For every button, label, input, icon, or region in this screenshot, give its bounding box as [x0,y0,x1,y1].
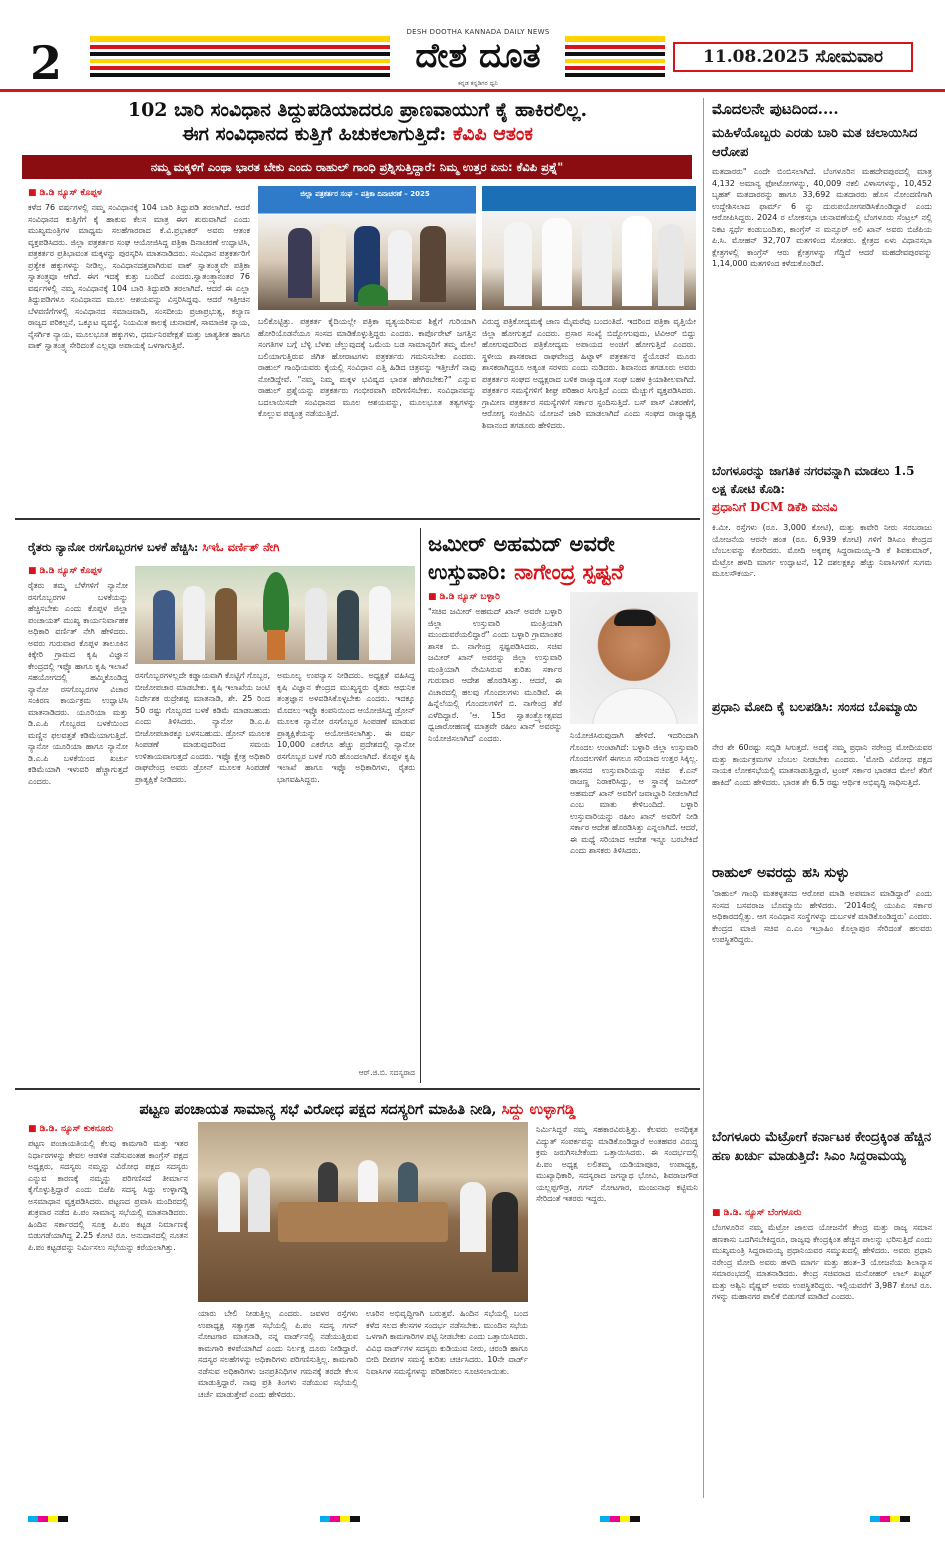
zameer-headline-accent: ನಾಗೇಂದ್ರ ಸ್ಪಷ್ಟನೆ [514,559,624,584]
photo-banner-text: ಜಿಲ್ಲಾ ಪತ್ರಕರ್ತರ ಸಂಘ – ಪತ್ರಿಕಾ ದಿನಾಚರಣೆ – 2025 [300,190,430,198]
sidebar-kicker: ಮೊದಲನೇ ಪುಟದಿಂದ.... [712,100,839,118]
farmers-column-3: ಅಮೂಲ್ಯ ಉಪನ್ಯಾಸ ನೀಡಿದರು. ಅಧ್ಯಕ್ಷತೆ ವಹಿಸಿದ್ದ ಕೃಷಿ ವಿಜ್ಞಾನ ಕೇಂದ್ರದ ಮುಖ್ಯಸ್ಥರು ರೈತರು ಆಧುನಿಕ ತಂತ್ರಜ್ಞಾನ ಅಳವಡಿಸಿಕೊಳ್ಳಬೇಕು ಎಂದರು. ಇದಕ್ಕೂ ಮೊದಲು ಇಫ್ಕೊ ಕಂಪನಿಯಿಂದ ಆಯೋಜಿಸಿದ್ದ ಡ್ರೋನ್ ಮೂಲಕ ನ್ಯಾನೋ ರಸಗೊಬ್ಬರ ಸಿಂಪಡಣೆ ಮಾಡುವ ಪ್ರಾತ್ಯಕ್ಷಿಕೆಯನ್ನು ಆಯೋಜಿಸಲಾಗಿತ್ತು. ಈ ವರ್ಷ 10,000 ಎಕರೆಗೂ ಹೆಚ್ಚು ಪ್ರದೇಶದಲ್ಲಿ ನ್ಯಾನೋ ರಸಗೊಬ್ಬರ ಬಳಕೆ ಗುರಿ ಹೊಂದಲಾಗಿದೆ. ಕೊಪ್ಪಳ ಕೃಷಿ ಇಲಾಖೆ ಹಾಗೂ ಇಫ್ಕೊ ಅಧಿಕಾರಿಗಳು, ರೈತರು ಭಾಗವಹಿಸಿದ್ದರು. [277,671,415,784]
farmers-column-1: ರೈತರು ತಮ್ಮ ಬೆಳೆಗಳಿಗೆ ನ್ಯಾನೋ ರಸಗೊಬ್ಬರಗಳ ಬಳಕೆಯನ್ನು ಹೆಚ್ಚಿಸಬೇಕು ಎಂದು ಕೊಪ್ಪಳ ಜಿಲ್ಲಾ ಪಂಚಾಯತ್ ಮುಖ್ಯ ಕಾರ್ಯನಿರ್ವಾಹಕ ಅಧಿಕಾರಿ ವರ್ಣಿತ್ ನೇಗಿ ಹೇಳಿದರು. ಅವರು ಗುರುವಾರ ಕೊಪ್ಪಳ ತಾಲೂಕಿನ ಕಿಕ್ಕೇರಿ ಗ್ರಾಮದ ಕೃಷಿ ವಿಜ್ಞಾನ ಕೇಂದ್ರದಲ್ಲಿ ಇಫ್ಕೊ ಹಾಗೂ ಕೃಷಿ ಇಲಾಖೆ ಸಹಯೋಗದಲ್ಲಿ ಹಮ್ಮಿಕೊಂಡಿದ್ದ ನ್ಯಾನೋ ರಸಗೊಬ್ಬರಗಳ ವಿಚಾರ ಸಂಕಿರಣ ಕಾರ್ಯಕ್ರಮ ಉದ್ಘಾಟಿಸಿ ಮಾತನಾಡಿದರು. ಯೂರಿಯಾ ಮತ್ತು ಡಿ.ಎ.ಪಿ ಗೊಬ್ಬರದ ಬಳಕೆಯಿಂದ ಮಣ್ಣಿನ ಫಲವತ್ತತೆ ಕಡಿಮೆಯಾಗುತ್ತಿದೆ. ನ್ಯಾನೋ ಯೂರಿಯಾ ಹಾಗೂ ನ್ಯಾನೋ ಡಿ.ಎ.ಪಿ ಬಳಕೆಯಿಂದ ಖರ್ಚು ಕಡಿಮೆಯಾಗಿ ಇಳುವರಿ ಹೆಚ್ಚಾಗುತ್ತದೆ ಎಂದರು. [28,581,128,786]
town-byline: ■ ಡಿ.ಡಿ. ನ್ಯೂಸ್ ಕುಕನೂರು [28,1124,114,1134]
town-column-2: ಯಾರು ಬೇಲಿ ನೀಡುತ್ತಿಲ್ಲ ಎಂದರು. ಜವಳರ ರಸ್ತೆಗಳು ಉಪಾಧ್ಯಕ್ಷ ಸತ್ಯಾಗ್ರಹ ಸಭೆಯಲ್ಲಿ ಪಿ.ಪಂ ಸದಸ್ಯ ಗಗನ್ ನೋಟಗಾರ ಮಾತನಾಡಿ, ನನ್ನ ವಾರ್ಡ್‌ನಲ್ಲಿ ನಡೆಯುತ್ತಿರುವ ಕಾಮಗಾರಿ ಕಳಪೆಯಾಗಿದೆ ಎಂದು ನಿರ್ಲಕ್ಷ ದೂರು ನೀಡಿದ್ದಾರೆ. ಸದಸ್ಯರ ಸಲಹೆಗಳನ್ನು ಅಧಿಕಾರಿಗಳು ಪರಿಗಣಿಸುತ್ತಿಲ್ಲ. ಕಾಮಗಾರಿ ನಡೆಸುವ ಅಧಿಕಾರಿಗಳು ಜನಪ್ರತಿನಿಧಿಗಳ ಗಮನಕ್ಕೆ ತರದೇ ಕೆಲಸ ಮಾಡುತ್ತಿದ್ದಾರೆ. ನಾವು ಪ್ರತಿ ತಿಂಗಳು ನಡೆಯುವ ಸಭೆಯಲ್ಲಿ ಚರ್ಚೆ ಮಾಡುತ್ತೇವೆ ಎಂದು ಹೇಳಿದರು. [198,1309,358,1399]
town-headline-accent: ಸಿದ್ದು ಉಳ್ಳಾಗಡ್ಡಿ [501,1101,576,1118]
sidebar-story1-headline: ಮಹಿಳೆಯೊಬ್ಬರು ಎರಡು ಬಾರಿ ಮತ ಚಲಾಯಿಸಿದ ಆರೋಪ [712,126,918,160]
lead-byline: ■ ಡಿ.ಡಿ ನ್ಯೂಸ್ ಕೊಪ್ಪಳ [28,188,102,198]
sidebar-story3-headline: ಪ್ರಧಾನಿ ಮೋದಿ ಕೈ ಬಲಪಡಿಸಿ: ಸಂಸದ ಬೊಮ್ಮಾಯಿ [712,699,918,714]
town-column-3: ಊರಿನ ಅಭಿವೃದ್ಧಿಗಾಗಿ ಬರುತ್ತವೆ. ಹಿಂದಿನ ಸಭೆಯಲ್ಲಿ ಬಂದ ಕಳೆದ ಸಲದ ಕೆಲಸಗಳ ಸಂದರ್ಭ ನಡೆಸಬೇಕು. ಮುಂದಿನ ಸಭೆಯ ಒಳಗಾಗಿ ಕಾಮಗಾರಿಗಳ ಪಟ್ಟಿ ನೀಡಬೇಕು ಎಂದು ಒತ್ತಾಯಿಸಿದರು. ವಿವಿಧ ವಾರ್ಡ್‌ಗಳ ಸದಸ್ಯರು ಕುಡಿಯುವ ನೀರು, ಚರಂಡಿ ಹಾಗೂ ಬೀದಿ ದೀಪಗಳ ಸಮಸ್ಯೆ ಕುರಿತು ಚರ್ಚಿಸಿದರು. 10ನೇ ವಾರ್ಡ್ ನಿವಾಸಿಗಳ ಸಮಸ್ಯೆಗಳನ್ನು ಪರಿಹರಿಸಲು ಸೂಚಿಸಲಾಯಿತು. [366,1309,528,1376]
town-column-1: ಪಟ್ಟಣ ಪಂಚಾಯತಿಯಲ್ಲಿ ಕೆಲವು ಕಾಮಗಾರಿ ಮತ್ತು ಇತರ ನಿರ್ಧಾರಗಳನ್ನು ಕೇವಲ ಆಡಳಿತ ನಡೆಸುವಂತಹ ಕಾಂಗ್ರೆಸ್ ಪಕ್ಷದ ಅಧ್ಯಕ್ಷರು, ಸದಸ್ಯರು ನಮ್ಮನ್ನು ವಿರೋಧ ಪಕ್ಷದ ಸದಸ್ಯರು ಎನ್ನುವ ಕಾರಣಕ್ಕೆ ನಮ್ಮನ್ನು ಪರಿಗಣಿಸದೆ ತೀರ್ಮಾನ ಕೈಗೊಳ್ಳುತ್ತಿದ್ದಾರೆ ಎಂದು ಬಿಜೆಪಿ ಸದಸ್ಯ ಸಿದ್ದು ಉಳ್ಳಾಗಡ್ಡಿ ಅಸಮಾಧಾನ ವ್ಯಕ್ತಪಡಿಸಿದರು. ಪಟ್ಟಣದ ಪ್ರವಾಸಿ ಮಂದಿರದಲ್ಲಿ ಶುಕ್ರವಾರ ನಡೆದ ಪಿ.ಪಂ ಸಾಮಾನ್ಯ ಸಭೆಯಲ್ಲಿ ಮಾತನಾಡಿದರು. ಹಿಂದಿನ ಸರ್ಕಾರದಲ್ಲಿ ಸೂಕ್ತ ಪಿ.ಪಂ ಕಟ್ಟಡ ನಿರ್ಮಾಣಕ್ಕೆ ಬಿಡುಗಡೆಯಾಗಿದ್ದ 2.25 ಕೋಟಿ ರೂ. ಅನುದಾನದಲ್ಲಿ ನೂತನ ಪಿ.ಪಂ ಕಟ್ಟಡವನ್ನು ನಿರ್ಮಿಸಲು ಸಭೆಯನ್ನು ಕರೆಯಲಾಗಿತ್ತು. [28,1139,188,1252]
zameer-column-2: ನಿಯೋಜಿಸಿರುವುದಾಗಿ ಹೇಳಿದೆ. ಇದರಿಂದಾಗಿ ಗೊಂದಲ ಉಂಟಾಗಿದೆ: ಬಳ್ಳಾರಿ ಜಿಲ್ಲಾ ಉಸ್ತುವಾರಿ ಗೊಂದಲಗಳಿಗೆ ಈಗಲೂ ಸರಿಯಾದ ಉತ್ತರ ಸಿಕ್ಕಿಲ್ಲ. ಹಾಸನದ ಉಸ್ತುವಾರಿಯನ್ನು ಸಚಿವ ಕೆ.ಎನ್ ರಾಜಣ್ಣ ನಿರಾಕರಿಸಿದ್ದು, ಆ ಸ್ಥಾನಕ್ಕೆ ಜಮೀರ್ ಅಹಮದ್ ಖಾನ್ ಅವರಿಗೆ ಜವಾಬ್ದಾರಿ ನೀಡಲಾಗಿದೆ ಎಂಬ ಮಾತು ಕೇಳಿಬಂದಿದೆ. ಬಳ್ಳಾರಿ ಉಸ್ತುವಾರಿಯನ್ನು ರಹೀಂ ಖಾನ್ ಅವರಿಗೆ ನೀಡಿ ಸರ್ಕಾರ ಆದೇಶ ಹೊರಡಿಸಿತ್ತು ಎನ್ನಲಾಗಿದೆ. ಆದರೆ, ಈ ಮಧ್ಯೆ ಸರಿಯಾದ ಆದೇಶ ಇನ್ನೂ ಬರಬೇಕಿದೆ ಎಂದು ಶಾಸಕರು ತಿಳಿಸಿದರು. [570,731,698,855]
farmers-headline-accent: ಸಿಇಓ ವರ್ಣಿತ್ ನೇಗಿ [202,540,280,554]
lead-event-photo [258,186,476,310]
masthead-logo: ದೇಶ ದೂತ [415,36,541,76]
sidebar-story4-headline: ರಾಹುಲ್ ಅವರದ್ದು ಹಸಿ ಸುಳ್ಳು [712,865,850,881]
sidebar-story2-headline [712,462,932,516]
nagendra-portrait [570,592,698,724]
zameer-headline [428,530,698,586]
masthead-stripe-right [565,36,665,74]
sidebar-story2-headline-accent: ಪ್ರಧಾನಿಗೆ DCM ಡಿಕೆಶಿ ಮನವಿ [712,500,838,514]
lead-headline-line2-text: ಈಗ ಸಂವಿಧಾನದ ಕುತ್ತಿಗೆ ಹಿಚುಕಲಾಗುತ್ತಿದೆ: [182,123,447,145]
issue-date: 11.08.2025 ಸೋಮವಾರ [673,42,913,72]
lead-subhead: ನಮ್ಮ ಮಕ್ಕಳಿಗೆ ಎಂಥಾ ಭಾರತ ಬೇಕು ಎಂದು ರಾಹುಲ್ ಗಾಂಧಿ ಪ್ರಶ್ನಿಸುತ್ತಿದ್ದಾರೆ: ನಿಮ್ಮ ಉತ್ತರ ಏನು: ಕೆವಿಪಿ ಪ್ರಶ್ನೆ" [22,155,692,179]
sidebar-story5-body: ಬೆಂಗಳೂರಿನ ನಮ್ಮ ಮೆಟ್ರೋ ಜಾಲದ ಯೋಜನೆಗೆ ಕೇಂದ್ರ ಮತ್ತು ರಾಜ್ಯ ಸಮಾನ ಹಣಕಾಸು ಒದಗಿಸಬೇಕಿದ್ದರೂ, ರಾಜ್ಯವು ಕೇಂದ್ರಕ್ಕಿಂತ ಹೆಚ್ಚಿನ ಪಾಲನ್ನು ಭರಿಸುತ್ತಿದೆ ಎಂದು ಮುಖ್ಯಮಂತ್ರಿ ಸಿದ್ದರಾಮಯ್ಯ ಪ್ರಧಾನಿಯವರ ಸಮ್ಮುಖದಲ್ಲಿ ಹೇಳಿದರು. ಅವರು ಪ್ರಧಾನಿ ನರೇಂದ್ರ ಮೋದಿ ಅವರು ಹಳದಿ ಮಾರ್ಗ ಮತ್ತು ಹಂತ–3 ಯೋಜನೆಯ ಶಿಲಾನ್ಯಾಸ ಸಮಾರಂಭದಲ್ಲಿ ಮಾತನಾಡಿದರು. ಕೇಂದ್ರ ಸಚಿವರಾದ ಮನೋಹರ್ ಲಾಲ್ ಖಟ್ಟರ್ ಮತ್ತು ಅಶ್ವಿನಿ ವೈಷ್ಣವ್ ಅವರು ಉಪಸ್ಥಿತರಿದ್ದರು. ಇಲ್ಲಿಯವರೆಗೆ 3,987 ಕೋಟಿ ರೂ. ಗಳನ್ನು ಮಹಾನಗರ ಪಾಲಿಕೆ ಬಿಡುಗಡೆ ಮಾಡಿದೆ ಎಂದರು. [712,1223,932,1301]
town-column-4: ನಿರ್ಮಿಸಿದ್ದರೆ ನಮ್ಮ ಸಹಕಾರವಿರುತ್ತಿತ್ತು. ಕೆಲವರು ಅನಧಿಕೃತ ವಿದ್ಯುತ್ ಸಂಪರ್ಕವನ್ನು ಮಾಡಿಕೊಂಡಿದ್ದಾರೆ ಅಂತಹವರ ವಿರುದ್ಧ ಕ್ರಮ ಜರುಗಿಸಬೇಕೆಂದು ಒತ್ತಾಯಿಸಿದರು. ಈ ಸಂದರ್ಭದಲ್ಲಿ ಪಿ.ಪಂ ಅಧ್ಯಕ್ಷ ಲಲಿತಮ್ಮ ಯಡಿಯಾಪೂರ, ಉಪಾಧ್ಯಕ್ಷ, ಮುಖ್ಯಾಧಿಕಾರಿ, ಸದಸ್ಯರಾದ ಜಗನ್ನಾಥ ಭೋವಿ, ಶಿವರಾಜಗೌಡ ಯಲ್ಲಪ್ಪಗೌಡ್ರ, ಗಗನ್ ನೋಟಗಾರ, ಮಂಜುನಾಥ ಕಟ್ಟಿಮನಿ ಸೇರಿದಂತೆ ಇತರರು ಇದ್ದರು. [536,1125,698,1203]
lead-column-2: ಬಲಿಕೊಟ್ಟಿತ್ತು. ಪತ್ರಕರ್ತ ಕೈದಿಯಲ್ಲೇ ಪತ್ರಿಕಾ ವ್ಯತ್ಯಯರಿಸುವ ಶಿಕ್ಷೆಗೆ ಗುರಿಯಾಗಿ ಹೋರಿಯೊಡನೆಯೂ ಸಂಸದ ಮಾಡಿಕೊಳ್ಳುತ್ತಿದ್ದರು ಎಂದರು. ಕಾರ್ಪೊರೇಟ್ ಜಗತ್ತಿನ ಸಂಗತಿಗಳ ಬಗ್ಗೆ ಬೆಳ್ಳಿ ಬೆಳಕು ಚೆಲ್ಲುವುದಕ್ಕೆ ಒಮೆಯ ಬಡ ಸಾಮಾನ್ಯರಿಗೆ ತಮ್ಮ ಮೇಲೆ ಬಲಿಯಾಗುತ್ತಿರುವ ಜಿಗಿತ ಹೋರಾಟಗಳು ಪತ್ರಕರ್ತರು ಗಮನಿಸಬೇಕು ಎಂದರು. ರಾಹುಲ್ ಗಾಂಧಿಯವರು ಕೈಯಲ್ಲಿ ಸಂವಿಧಾನ ಎತ್ತಿ ಹಿಡಿದ ಚಿತ್ರವನ್ನು ಇತ್ತೀಚೆಗೆ ನಾವು ನೋಡಿದ್ದೇವೆ. "ನಮ್ಮ ನಿಮ್ಮ ಮಕ್ಕಳ ಭವಿಷ್ಯದ ಭಾರತ ಹೇಗಿರಬೇಕು?" ಎನ್ನುವ ರಾಹುಲ್ ಪ್ರಶ್ನೆಯನ್ನು ಪತ್ರಕರ್ತರು ಗಂಭೀರವಾಗಿ ಪರಿಗಣಿಸಬೇಕು. ಸಂವಿಧಾನವನ್ನು ಬದಲಾಯಿಸದೇ ಸಂವಿಧಾನದ ಮೂಲ ಆಶಯವನ್ನು, ಮೂಲಭೂತ ತತ್ವಗಳನ್ನು ಕೊಲ್ಲುವ ಪಡ್ಯಂತ್ರ ನಡೆಯುತ್ತಿದೆ. [258,317,476,418]
zameer-byline: ■ ಡಿ.ಡಿ ನ್ಯೂಸ್ ಬಳ್ಳಾರಿ [428,592,500,602]
section-divider-1 [15,518,700,520]
lead-headline [15,98,700,146]
farmers-signoff: ಆರ್.ಜಿ.ಬಿ. ಸದಸ್ಯರಾದ [358,1068,415,1077]
masthead-stripe-left [90,36,390,74]
sidebar-story1-body: ಮತದಾರರು" ಎಂದೇ ಬಿಂಬಿಸಲಾಗಿದೆ. ಬೆಂಗಳೂರಿನ ಮಹದೇವಪುರದಲ್ಲಿ ಮಾತ್ರ 4,132 ಅಮಾನ್ಯ ಫೋಟೋಗಳನ್ನು, 40,009 ನಕಲಿ ವಿಳಾಸಗಳನ್ನು, 10,452 ಬೃಹತ್ ಮತದಾರರನ್ನು ಹಾಗೂ 33,692 ಮತದಾರರು ಹೊಸ ನೋಂದಣಿಗಾಗಿ ಉದ್ದೇಶಿಸಲಾದ ಫಾರ್ಮ್ 6 ನ್ನು ದುರುಪಯೋಗಪಡಿಸಿಕೊಂಡಿದ್ದಾರೆ ಎಂದು ಆರೋಪಿಸಿದ್ದರು. 2024 ರ ಲೋಕಸಭಾ ಚುನಾವಣೆಯಲ್ಲಿ ಬೆಂಗಳೂರು ಸೆಂಟ್ರಲ್ ನಲ್ಲಿ ನಿಕಟ ಸ್ಪರ್ಧೆ ಕಂಡುಬಂದಿತು, ಕಾಂಗ್ರೆಸ್ ನ ಮನ್ಸೂರ್ ಅಲಿ ಖಾನ್ ಅವರು ಬಿಜೆಪಿಯ ಪಿ.ಸಿ. ಮೋಹನ್ 32,707 ಮತಗಳಿಂದ ಸೋತರು. ಕ್ಷೇತ್ರದ ಏಳು ವಿಧಾನಸಭಾ ಕ್ಷೇತ್ರಗಳಲ್ಲಿ ಕಾಂಗ್ರೆಸ್ ಆರು ಕ್ಷೇತ್ರಗಳನ್ನು ಗೆದ್ದಿದೆ ಆದರೆ ಮಹದೇವಪುರವನ್ನು 1,14,000 ಮತಗಳಿಂದ ಕಳೆದುಕೊಂಡಿದೆ. [712,167,932,268]
farmers-byline: ■ ಡಿ.ಡಿ ನ್ಯೂಸ್ ಕೊಪ್ಪಳ [28,566,102,576]
masthead-tagline: DESH DOOTHA KANNADA DAILY NEWS [406,28,550,36]
section-divider-2 [15,1088,700,1090]
farmers-headline-text: ರೈತರು ನ್ಯಾನೋ ರಸಗೊಬ್ಬರಗಳ ಬಳಕೆ ಹೆಚ್ಚಿಸಿ: [28,540,199,554]
column-rule-vertical [420,528,421,1083]
masthead [0,0,945,92]
masthead-logo-sub: ಕನ್ನಡ ಕನ್ನಡಿಗರ ಧ್ವನಿ [458,80,498,87]
lead-column-1: ಕಳೆದ 76 ವರ್ಷಗಳಲ್ಲಿ ನಮ್ಮ ಸಂವಿಧಾನಕ್ಕೆ 104 ಬಾರಿ ತಿದ್ದುಪಡಿ ತರಲಾಗಿದೆ. ಆದರೆ ಸಂವಿಧಾನದ ಕುತ್ತಿಗೆಗೆ ಕೈ ಹಾಕುವ ಕೆಲಸ ಮಾತ್ರ ಈಗ ಶುರುವಾಗಿದೆ ಎಂದು ಮುಖ್ಯಮಂತ್ರಿಗಳ ಮಾಧ್ಯಮ ಸಲಹೆಗಾರರಾದ ಕೆ.ವಿ.ಪ್ರಭಾಕರ್ ಅವರು ಆತಂಕ ವ್ಯಕ್ತಪಡಿಸಿದರು. ಜಿಲ್ಲಾ ಪತ್ರಕರ್ತರ ಸಂಘ ಆಯೋಜಿಸಿದ್ದ ಪತ್ರಿಕಾ ದಿನಾಚರಣೆ ಉದ್ಘಾಟಿಸಿ, ಪತ್ರಕರ್ತರ ಪ್ರತಿಭಾವಂತ ಮಕ್ಕಳನ್ನು ಪುರಸ್ಕರಿಸಿ ಮಾತನಾಡಿದರು. ಸಂವಿಧಾನ ಪತ್ರಕರ್ತರಿಗೆ ಪ್ರತ್ಯೇಕ ಹಕ್ಕುಗಳನ್ನು ನೀಡಿಲ್ಲ. ಸಂವಿಧಾನದತ್ತವಾಗಿರುವ ವಾಕ್ ಸ್ವಾತಂತ್ರ್ಯವೇ ಪತ್ರಿಕಾ ಸ್ವಾತಂತ್ರ್ಯವೂ ಆಗಿದೆ. ಈಗ ಇದಕ್ಕೆ ಕುತ್ತು ಬಂದಿದೆ ಎಂದರು.ಸ್ವಾತಂತ್ರ್ಯಾನಂತರ 76 ವರ್ಷಗಳಲ್ಲಿ ನಮ್ಮ ಸಂವಿಧಾನಕ್ಕೆ 104 ಬಾರಿ ತಿದ್ದುಪಡಿ ತರಲಾಗಿದೆ. ಆದರೆ ಈ ಎಲ್ಲಾ ತಿದ್ದುಪಡಿಗಳೂ ಸಂವಿಧಾನದ ಮೂಲ ಆಶಯವನ್ನು ವಿಸ್ತರಿಸಿದ್ದವು. ಆದರೆ ಇತ್ತೀಚಿನ ಬೆಳವಣಿಗೆಗಳಲ್ಲಿ ಸಂವಿಧಾನದ ಸಮಾಜವಾದಿ, ಸಂಸದೀಯ ಪ್ರಜಾಪ್ರಭುತ್ವ, ಕಲ್ಯಾಣ ರಾಜ್ಯದ ಪರಿಕಲ್ಪನೆ, ಒಕ್ಕೂಟ ವ್ಯವಸ್ಥೆ, ನಿಯಮಿತ ಕಾಲಕ್ಕೆ ಚುನಾವಣೆ, ಸಾಮಾಜಿಕ ನ್ಯಾಯ, ನೈಸರ್ಗಿಕ ನ್ಯಾಯ, ಮೂಲಭೂತ ಹಕ್ಕುಗಳು, ಧರ್ಮನಿರಪೇಕ್ಷತೆ ಮತ್ತು ಜಾತ್ಯತೀತ ಹಾಗೂ ವಾಕ್ ಸ್ವಾತಂತ್ರ್ಯ ಸೇರಿದಂತೆ ಎಲ್ಲವೂ ಅಪಾಯಕ್ಕೆ ಒಳಗಾಗುತ್ತಿವೆ. [28,203,250,350]
zameer-column-1: "ಸಚಿವ ಜಮೀರ್ ಅಹಮದ್ ಖಾನ್ ಅವರೇ ಬಳ್ಳಾರಿ ಜಿಲ್ಲಾ ಉಸ್ತುವಾರಿ ಮಂತ್ರಿಯಾಗಿ ಮುಂದುವರೆಯಲಿದ್ದಾರೆ" ಎಂದು ಬಳ್ಳಾರಿ ಗ್ರಾಮಾಂತರ ಶಾಸಕ ಬಿ. ನಾಗೇಂದ್ರ ಸ್ಪಷ್ಟಪಡಿಸಿದರು. ಸಚಿವ ಜಮೀರ್ ಖಾನ್ ಅವರನ್ನು ಜಿಲ್ಲಾ ಉಸ್ತುವಾರಿ ಮಂತ್ರಿಯಾಗಿ ನೇಮಿಸಿರುವ ಕುರಿತು ಸರ್ಕಾರ ಗುರುವಾರ ಆದೇಶ ಹೊರಡಿಸಿತ್ತು. ಆದರೆ, ಈ ವಿಚಾರದಲ್ಲಿ ಹಲವು ಗೊಂದಲಗಳು ಮೂಡಿವೆ. ಈ ಹಿನ್ನೆಲೆಯಲ್ಲಿ ಗೊಂದಲಗಳಿಗೆ ಬಿ. ನಾಗೇಂದ್ರ ತೆರೆ ಎಳೆದಿದ್ದಾರೆ. 'ಆ. 15ರ ಸ್ವಾತಂತ್ರ್ಯೋತ್ಸವದ ಧ್ವಜಾರೋಹಣಕ್ಕೆ ಮಾತ್ರವೇ ರಹೀಂ ಖಾನ್ ಅವರನ್ನು ನಿಯೋಜಿಸಲಾಗಿದೆ' ಎಂದರು. [428,607,562,743]
lead-headline-line1: 102 ಬಾರಿ ಸಂವಿಧಾನ ತಿದ್ದುಪಡಿಯಾದರೂ ಪ್ರಾಣವಾಯುಗೆ ಕೈ ಹಾಕಿರಲಿಲ್ಲ. [127,99,588,121]
sidebar-story4-body: 'ರಾಹುಲ್ ಗಾಂಧಿ ಮತಕಳ್ಳತನದ ಆರೋಪ ಮಾಡಿ ಅಪಮಾನ ಮಾಡಿದ್ದಾರೆ' ಎಂದು ಸಂಸದ ಬಸವರಾಜ ಬೊಮ್ಮಾಯಿ ಹೇಳಿದರು. '2014ರಲ್ಲಿ ಯುಪಿಎ ಸರ್ಕಾರ ಅಧಿಕಾರದಲ್ಲಿತ್ತು. ಆಗ ಸಂವಿಧಾನ ಸಂಸ್ಥೆಗಳನ್ನು ದುರ್ಬಳಕೆ ಮಾಡಿಕೊಂಡಿದ್ದರು' ಎಂದರು. ಕೇಂದ್ರದ ಮಾಜಿ ಸಚಿವ ಎ.ಎಂ ಇಬ್ರಾಹಿಂ ಕೊಲ್ಲಾಪುರ ಸೇರಿದಂತೆ ಹಲವರು ಉಪಸ್ಥಿತರಿದ್ದರು. [712,889,932,944]
lead-headline-accent: ಕೆವಿಪಿ ಆತಂಕ [452,123,533,145]
lead-column-3: ವಿರುದ್ಧ ಪತ್ರಿಕೋದ್ಯಮಕ್ಕೆ ಜಾಣ ಮೈಮರೆವು ಬಂದಂತಿದೆ. ಇದರಿಂದ ಪತ್ರಿಕಾ ವೃತ್ತಿಯೇ ಜಿಲ್ಲಾ ಹೋಗುತ್ತದೆ ಎಂದರು. ಪ್ರಸಾರ ಸಂಖ್ಯೆ ಬಿದ್ದೋಗುವುದು, ಟಿವಿಆರ್ ಬಿದ್ದು ಹೋಗುವುದರಿಂದ ಪತ್ರಿಕೋದ್ಯಮ ಅಪಾಯದ ಅಂಚಿಗೆ ಹೋಗುತ್ತಿದೆ ಎಂದರು. ಸ್ಥಳೀಯ ಶಾಸಕರಾದ ರಾಘವೇಂದ್ರ ಹಿಟ್ನಾಳ್ ಪತ್ರಕರ್ತರ ಸ್ಥೆಯೊಡನೆ ಮೂರು ಶಾಸಕರಾಗಿದ್ದರೂ ಅತ್ಯಂತ ಸರಳರು ಎಂದು ನುಡಿದರು. ಶಿವಾನಂದ ತಗಡೂರು ಅವರು ಪತ್ರಕರ್ತರ ಸಂಘದ ಅಧ್ಯಕ್ಷರಾದ ಬಳಿಕ ರಾಜ್ಯಾದ್ಯಂತ ಸಂಘ ಬಹಳ ಕ್ರಿಯಾಶೀಲವಾಗಿದೆ. ಪತ್ರಕರ್ತರ ಸಮಸ್ಯೆಗಳಿಗೆ ಶೀಘ್ರ ಪರಿಹಾರ ಸಿಗುತ್ತಿದೆ ಎಂದು ಮೆಚ್ಚುಗೆ ವ್ಯಕ್ತಪಡಿಸಿದರು. ಗ್ರಾಮೀಣ ಪತ್ರಕರ್ತರ ಸಮಸ್ಯೆಗಳಿಗೆ ಸರ್ಕಾರ ಸ್ಪಂದಿಸುತ್ತಿದೆ. ಬಸ್ ಪಾಸ್ ವಿತರಣೆಗೆ, ಆರೋಗ್ಯ ಸಂಜೀವಿನಿ ಯೋಜನೆ ಜಾರಿ ಮಾಡಲಾಗಿದೆ ಎಂದು ಸಂಘದ ರಾಜ್ಯಾಧ್ಯಕ್ಷ ಶಿವಾನಂದ ತಗಡೂರು ಹೇಳಿದರು. [482,317,696,430]
town-headline-text: ಪಟ್ಟಣ ಪಂಚಾಯತ ಸಾಮಾನ್ಯ ಸಭೆ ವಿರೋಧ ಪಕ್ಷದ ಸದಸ್ಯರಿಗೆ ಮಾಹಿತಿ ನೀಡಿ, [139,1101,497,1118]
zameer-headline-line1: ಜಮೀರ್ ಅಹಮದ್ ಅವರೇ [428,531,615,556]
page-number: 2 [30,36,63,90]
farmers-event-photo [135,566,415,664]
town-meeting-photo [198,1122,528,1302]
zameer-headline-text: ಉಸ್ತುವಾರಿ: [428,559,507,584]
sidebar-story5-headline: ಬೆಂಗಳೂರು ಮೆಟ್ರೋಗೆ ಕರ್ನಾಟಕ ಕೇಂದ್ರಕ್ಕಿಂತ ಹೆಚ್ಚಿನ ಹಣ ಖರ್ಚು ಮಾಡುತ್ತಿದೆ: ಸಿಎಂ ಸಿದ್ದರಾಮಯ್ಯ [712,1130,932,1164]
town-headline [15,1100,700,1119]
farmers-column-2: ರಸಗೊಬ್ಬರಗಳಲ್ಲದೇ ಕಡ್ಡಾಯವಾಗಿ ಕೊಟ್ಟಿಗೆ ಗೊಬ್ಬರ, ಬೀಜೋಪಚಾರ ಮಾಡಬೇಕು. ಕೃಷಿ ಇಲಾಖೆಯ ಜಂಟಿ ನಿರ್ದೇಶಕ ರುದ್ರೇಶಪ್ಪ ಮಾತನಾಡಿ, ಶೇ. 25 ರಿಂದ 50 ರಷ್ಟು ಗೊಬ್ಬರದ ಬಳಕೆ ಕಡಿಮೆ ಮಾಡಬಹುದು ಎಂದು ತಿಳಿಸಿದರು. ನ್ಯಾನೋ ಡಿ.ಎ.ಪಿ ಬೀಜೋಪಚಾರಕ್ಕೂ ಬಳಸಬಹುದು. ಡ್ರೋನ್ ಮೂಲಕ ಸಿಂಪಡಣೆ ಮಾಡುವುದರಿಂದ ಸಮಯ ಉಳಿತಾಯವಾಗುತ್ತದೆ ಎಂದರು. ಇಫ್ಕೊ ಕ್ಷೇತ್ರ ಅಧಿಕಾರಿ ರಾಘವೇಂದ್ರ ಅವರು ಡ್ರೋನ್ ಮೂಲಕ ಸಿಂಪಡಣೆ ಪ್ರಾತ್ಯಕ್ಷಿಕೆ ನೀಡಿದರು. [135,671,270,784]
sidebar-story3-body: ನೇರ ಶೇ 60ರಷ್ಟು ಸಬ್ಸಿಡಿ ಸಿಗುತ್ತದೆ. ಅದಕ್ಕೆ ನಮ್ಮ ಪ್ರಧಾನಿ ನರೇಂದ್ರ ಮೋದಿಯವರ ಮತ್ತು ಕಾರ್ಯಕ್ರಮಗಳ ಬೆಂಬಲ ನೀಡಬೇಕು ಎಂದರು. 'ಮೋದಿ ವಿರೋಧ ಪಕ್ಷದ ನಾಯಕ ಲೋಕಸಭೆಯಲ್ಲಿ ಮಾತನಾಡುತ್ತಿದ್ದಾರೆ, ಟ್ರಂಪ್ ಸರ್ಕಾರ ಭಾರತದ ಮೇಲೆ ತೆರಿಗೆ ಹಾಕಿದೆ' ಎಂದು ಹೇಳಿದರು. ಭಾರತ ಶೇ 6.5 ರಷ್ಟು ಆರ್ಥಿಕ ಅಭಿವೃದ್ಧಿ ಸಾಧಿಸುತ್ತಿದೆ. [712,743,932,787]
farmers-headline [28,540,408,555]
sidebar-story2-body: ಕಿ.ಮೀ. ರಸ್ತೆಗಳು (ರೂ. 3,000 ಕೋಟಿ), ಮತ್ತು ಕಾವೇರಿ ನೀರು ಸರಬರಾಜು ಯೋಜನೆಯ ಆರನೇ ಹಂತ (ರೂ. 6,939 ಕೋಟಿ) ಗಳಿಗೆ ಡಿಸಿಎಂ ಕೇಂದ್ರದ ಬೆಂಬಲವನ್ನು ಕೋರಿದರು. ಮೋದಿ ಅಕ್ಕಪಕ್ಕ ಸಿದ್ದರಾಮಯ್ಯ–ಡಿ ಕೆ ಶಿವಕುಮಾರ್, ಮೆಟ್ರೋ ಹಳದಿ ಮಾರ್ಗ ಉದ್ಘಾಟನೆ, 12 ದಶಲಕ್ಷಕ್ಕೂ ಹೆಚ್ಚು ನಿವಾಸಿಗಳಿಗೆ ಸುಗಮ ಮೂಲಸೌಕರ್ಯ. [712,523,932,578]
lead-dignitaries-photo [482,186,696,310]
print-registration-marks [0,1510,945,1530]
lead-headline-line2 [15,122,700,146]
sidebar-continued [703,98,933,1498]
sidebar-story5-byline: ■ ಡಿ.ಡಿ. ನ್ಯೂಸ್ ಬೆಂಗಳೂರು [712,1208,802,1218]
sidebar-story2-headline-text: ಬೆಂಗಳೂರನ್ನು ಜಾಗತಿಕ ನಗರವನ್ನಾಗಿ ಮಾಡಲು 1.5 ಲಕ್ಷ ಕೋಟಿ ಕೊಡಿ: [712,464,915,496]
zameer-headline-line2 [428,558,698,586]
